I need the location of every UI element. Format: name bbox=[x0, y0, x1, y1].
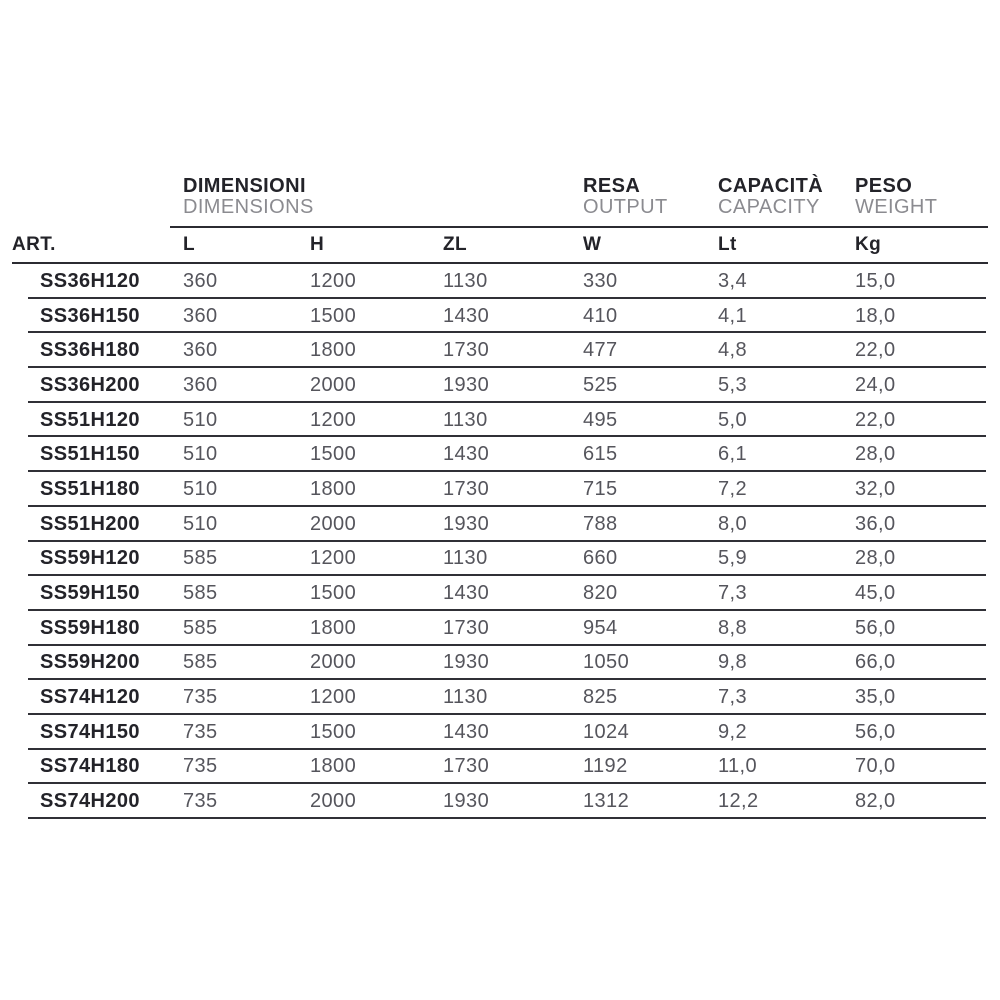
cell-w: 954 bbox=[583, 616, 618, 639]
table-row bbox=[12, 646, 988, 681]
cell-lt: 4,1 bbox=[718, 304, 748, 327]
cell-lt: 7,2 bbox=[718, 477, 748, 500]
cell-zl: 1730 bbox=[443, 477, 490, 500]
cell-h: 1500 bbox=[310, 582, 357, 605]
cell-zl: 1730 bbox=[443, 755, 490, 778]
cell-w: 820 bbox=[583, 582, 618, 605]
table-row bbox=[12, 750, 988, 785]
cell-kg: 22,0 bbox=[855, 408, 896, 431]
group-header-secondary-label: DIMENSIONS bbox=[183, 196, 314, 218]
cell-h: 2000 bbox=[310, 512, 357, 535]
cell-h: 1800 bbox=[310, 339, 357, 362]
cell-w: 1312 bbox=[583, 790, 630, 813]
column-header: W bbox=[583, 234, 602, 255]
column-group-header bbox=[718, 175, 823, 218]
cell-art: SS59H120 bbox=[40, 547, 140, 570]
cell-l: 585 bbox=[183, 651, 218, 674]
cell-w: 615 bbox=[583, 443, 618, 466]
cell-kg: 56,0 bbox=[855, 720, 896, 743]
cell-lt: 3,4 bbox=[718, 269, 748, 292]
table-row bbox=[12, 542, 988, 577]
table-group-header-band bbox=[12, 175, 988, 228]
cell-l: 735 bbox=[183, 755, 218, 778]
cell-w: 1050 bbox=[583, 651, 630, 674]
cell-w: 788 bbox=[583, 512, 618, 535]
cell-h: 1800 bbox=[310, 477, 357, 500]
cell-zl: 1730 bbox=[443, 616, 490, 639]
table-body bbox=[12, 264, 988, 819]
cell-w: 660 bbox=[583, 547, 618, 570]
table-row bbox=[12, 368, 988, 403]
cell-w: 477 bbox=[583, 339, 618, 362]
table-row bbox=[12, 299, 988, 334]
cell-h: 1500 bbox=[310, 304, 357, 327]
cell-h: 1500 bbox=[310, 443, 357, 466]
cell-lt: 6,1 bbox=[718, 443, 748, 466]
cell-l: 360 bbox=[183, 304, 218, 327]
cell-art: SS74H120 bbox=[40, 686, 140, 709]
group-header-primary-label: RESA bbox=[583, 175, 641, 197]
cell-l: 510 bbox=[183, 443, 218, 466]
cell-lt: 5,0 bbox=[718, 408, 748, 431]
cell-lt: 9,2 bbox=[718, 720, 748, 743]
cell-kg: 18,0 bbox=[855, 304, 896, 327]
cell-w: 715 bbox=[583, 477, 618, 500]
column-header: ART. bbox=[12, 234, 56, 255]
group-header-secondary-label: OUTPUT bbox=[583, 196, 668, 218]
cell-art: SS59H150 bbox=[40, 582, 140, 605]
cell-l: 735 bbox=[183, 686, 218, 709]
table-row bbox=[12, 784, 988, 819]
cell-art: SS51H180 bbox=[40, 477, 140, 500]
cell-w: 410 bbox=[583, 304, 618, 327]
cell-kg: 56,0 bbox=[855, 616, 896, 639]
table-row bbox=[12, 437, 988, 472]
cell-lt: 8,8 bbox=[718, 616, 748, 639]
table-row bbox=[12, 715, 988, 750]
cell-h: 1800 bbox=[310, 755, 357, 778]
column-group-header bbox=[583, 175, 668, 218]
cell-l: 510 bbox=[183, 512, 218, 535]
group-header-primary-label: CAPACITÀ bbox=[718, 175, 824, 197]
cell-lt: 4,8 bbox=[718, 339, 748, 362]
cell-zl: 1730 bbox=[443, 339, 490, 362]
column-header: L bbox=[183, 234, 196, 255]
cell-h: 1200 bbox=[310, 686, 357, 709]
cell-w: 330 bbox=[583, 269, 618, 292]
cell-kg: 35,0 bbox=[855, 686, 896, 709]
cell-l: 585 bbox=[183, 547, 218, 570]
table-row bbox=[12, 680, 988, 715]
cell-art: SS74H180 bbox=[40, 755, 140, 778]
cell-h: 2000 bbox=[310, 651, 357, 674]
cell-zl: 1930 bbox=[443, 651, 490, 674]
cell-zl: 1930 bbox=[443, 512, 490, 535]
cell-art: SS74H150 bbox=[40, 720, 140, 743]
cell-art: SS51H200 bbox=[40, 512, 140, 535]
column-group-header bbox=[183, 175, 314, 218]
table-row bbox=[12, 611, 988, 646]
cell-lt: 8,0 bbox=[718, 512, 748, 535]
cell-art: SS59H180 bbox=[40, 616, 140, 639]
column-header: ZL bbox=[443, 234, 468, 255]
cell-kg: 70,0 bbox=[855, 755, 896, 778]
group-header-secondary-label: CAPACITY bbox=[718, 196, 820, 218]
cell-lt: 12,2 bbox=[718, 790, 759, 813]
group-header-primary-label: PESO bbox=[855, 175, 913, 197]
cell-l: 735 bbox=[183, 790, 218, 813]
cell-l: 510 bbox=[183, 477, 218, 500]
table-row bbox=[12, 507, 988, 542]
specifications-table bbox=[12, 175, 988, 819]
column-header: Kg bbox=[855, 234, 882, 255]
cell-kg: 15,0 bbox=[855, 269, 896, 292]
cell-zl: 1130 bbox=[443, 408, 488, 431]
cell-lt: 7,3 bbox=[718, 686, 748, 709]
cell-w: 1192 bbox=[583, 755, 628, 778]
cell-l: 585 bbox=[183, 616, 218, 639]
cell-zl: 1130 bbox=[443, 269, 488, 292]
cell-art: SS36H200 bbox=[40, 373, 140, 396]
cell-zl: 1930 bbox=[443, 373, 490, 396]
cell-art: SS36H180 bbox=[40, 339, 140, 362]
cell-lt: 7,3 bbox=[718, 582, 748, 605]
cell-zl: 1430 bbox=[443, 304, 490, 327]
table-row bbox=[12, 472, 988, 507]
cell-zl: 1430 bbox=[443, 582, 490, 605]
table-column-header-row bbox=[12, 228, 988, 264]
cell-h: 2000 bbox=[310, 373, 357, 396]
cell-kg: 22,0 bbox=[855, 339, 896, 362]
group-header-secondary-label: WEIGHT bbox=[855, 196, 938, 218]
group-header-primary-label: DIMENSIONI bbox=[183, 175, 306, 197]
cell-kg: 36,0 bbox=[855, 512, 896, 535]
group-header-rule bbox=[170, 226, 988, 228]
cell-h: 1800 bbox=[310, 616, 357, 639]
cell-lt: 11,0 bbox=[718, 755, 758, 778]
cell-art: SS36H150 bbox=[40, 304, 140, 327]
cell-zl: 1130 bbox=[443, 547, 488, 570]
cell-zl: 1930 bbox=[443, 790, 490, 813]
column-header: Lt bbox=[718, 234, 737, 255]
cell-w: 825 bbox=[583, 686, 618, 709]
cell-kg: 28,0 bbox=[855, 443, 896, 466]
cell-kg: 28,0 bbox=[855, 547, 896, 570]
cell-h: 1200 bbox=[310, 269, 357, 292]
cell-art: SS74H200 bbox=[40, 790, 140, 813]
cell-w: 1024 bbox=[583, 720, 630, 743]
column-group-header bbox=[855, 175, 937, 218]
cell-w: 525 bbox=[583, 373, 618, 396]
cell-lt: 5,3 bbox=[718, 373, 748, 396]
cell-l: 360 bbox=[183, 339, 218, 362]
cell-lt: 5,9 bbox=[718, 547, 748, 570]
cell-w: 495 bbox=[583, 408, 618, 431]
cell-art: SS51H120 bbox=[40, 408, 140, 431]
cell-lt: 9,8 bbox=[718, 651, 748, 674]
cell-l: 585 bbox=[183, 582, 218, 605]
cell-l: 735 bbox=[183, 720, 218, 743]
cell-kg: 66,0 bbox=[855, 651, 896, 674]
cell-l: 360 bbox=[183, 373, 218, 396]
table-row bbox=[12, 576, 988, 611]
table-row bbox=[12, 403, 988, 438]
cell-kg: 24,0 bbox=[855, 373, 896, 396]
cell-zl: 1430 bbox=[443, 720, 490, 743]
column-header: H bbox=[310, 234, 325, 255]
cell-zl: 1430 bbox=[443, 443, 490, 466]
cell-h: 1200 bbox=[310, 408, 357, 431]
cell-art: SS36H120 bbox=[40, 269, 140, 292]
cell-l: 510 bbox=[183, 408, 218, 431]
cell-kg: 45,0 bbox=[855, 582, 896, 605]
cell-kg: 32,0 bbox=[855, 477, 896, 500]
cell-art: SS59H200 bbox=[40, 651, 140, 674]
cell-l: 360 bbox=[183, 269, 218, 292]
cell-h: 2000 bbox=[310, 790, 357, 813]
cell-art: SS51H150 bbox=[40, 443, 140, 466]
cell-kg: 82,0 bbox=[855, 790, 896, 813]
table-row bbox=[12, 333, 988, 368]
cell-h: 1500 bbox=[310, 720, 357, 743]
cell-zl: 1130 bbox=[443, 686, 488, 709]
table-row bbox=[12, 264, 988, 299]
cell-h: 1200 bbox=[310, 547, 357, 570]
